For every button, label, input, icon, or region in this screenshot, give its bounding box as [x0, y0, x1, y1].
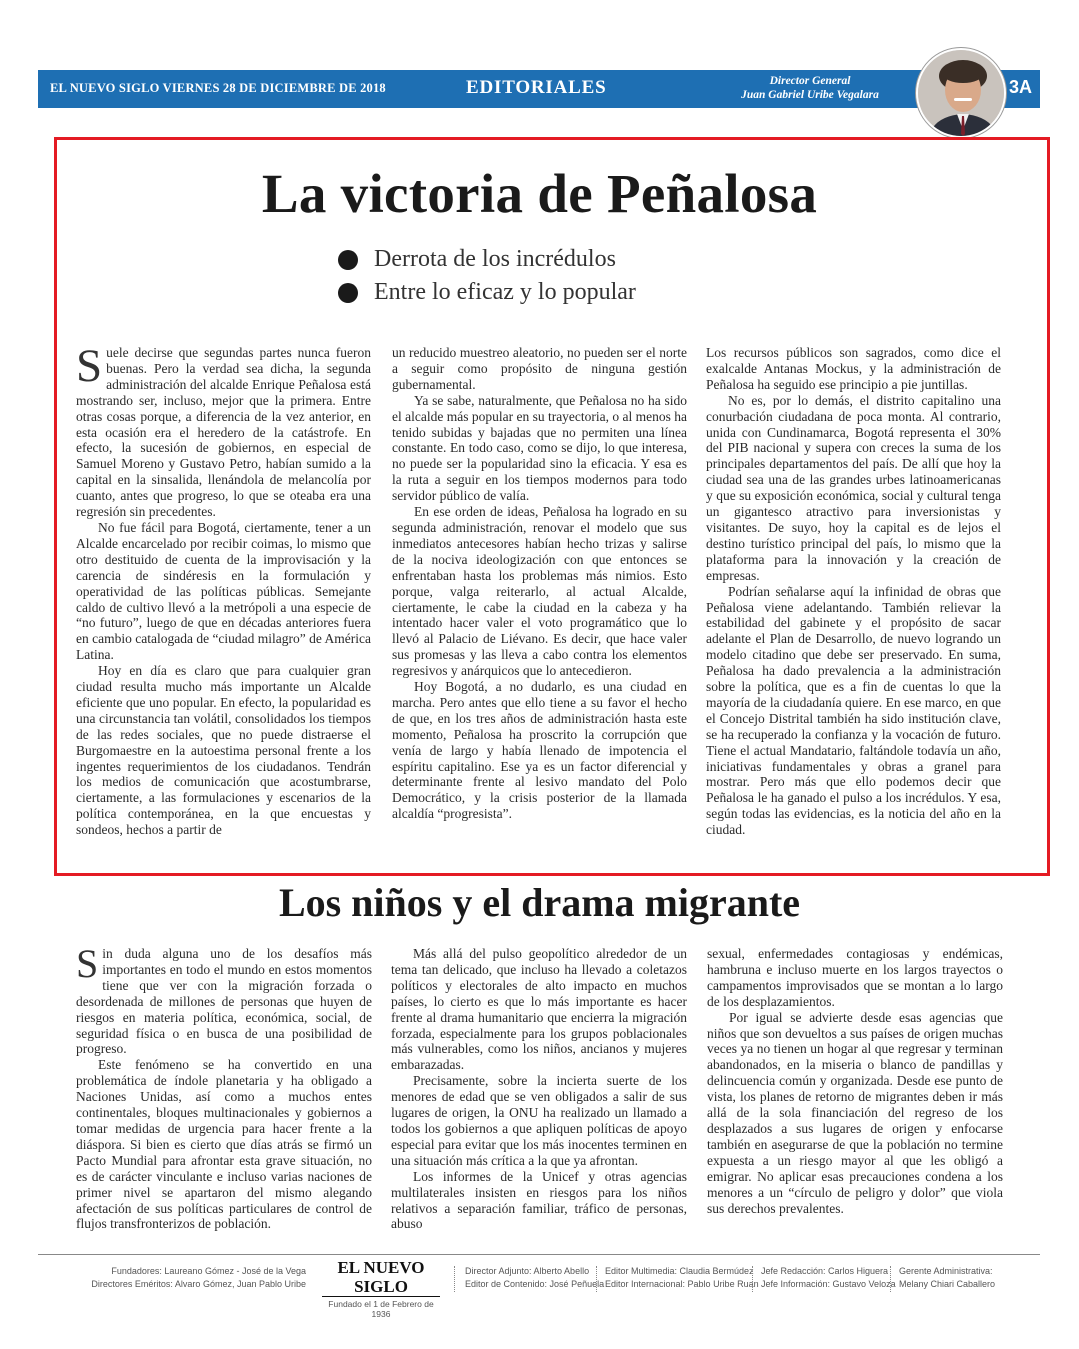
- editor-contenido: Editor de Contenido: José Peñuela: [465, 1279, 605, 1289]
- founders-line: Fundadores: Laureano Gómez - José de la Vega: [111, 1266, 306, 1276]
- paragraph: Hoy Bogotá, a no dudarlo, es una ciudad en marcha. Pero antes que ello tiene a su favor el hecho de que, en los tres años de administración hasta este momento, Peñalosa ha proscrito la corrupción que venía de largo y había llenado de impotencia el espíritu capitalino. Ese ya es un factor diferencial y determinante frente al lesivo mandato del Polo Democrático, y la crisis posterior de la llamada alcaldía “progresista”.: [392, 679, 687, 822]
- paragraph: sexual, enfermedades contagiosas y endémicas, hambruna e incluso muerte en los largos trayectos o campamentos improvisados que se montan a lo largo de los desplazamientos.: [707, 946, 1003, 1009]
- footer-editors-2: [605, 1265, 759, 1291]
- director-name: Juan Gabriel Uribe Vegalara: [741, 89, 879, 101]
- subhead-text: Entre lo eficaz y lo popular: [374, 279, 636, 305]
- paragraph: No es, por lo demás, el distrito capitalino una conurbación ciudadana de poca monta. Al contrario, unida con Cundinamarca, Bogotá representa el 30% del PIB nacional y supera con creces la suma de los principales departamentos del país. De allí que hoy la ciudad sea una de las grandes urbes latinoamericanas y que su exposición económica, social y cultural tenga un gigantesco atractivo para inversionistas y visitantes. De suyo, hoy la capital es de lejos el destino turístico principal del país, lo mismo que la plataforma para la innovación y la creación de empresas.: [706, 392, 1001, 583]
- portrait-illustration: [918, 50, 1006, 138]
- masthead-logo: [322, 1258, 440, 1319]
- gerente-name: Melany Chiari Caballero: [899, 1279, 996, 1289]
- bullet-icon: [338, 250, 358, 270]
- paragraph: Este fenómeno se ha convertido en una problemática de índole planetaria y ha obligado a Naciones Unidas, así como a muchos entes continentales, bloques multinacionales y gobiernos a tomar medidas de urgencia para hacer frente a la diáspora. Si bien es cierto que días atrás se firmó un Pacto Mundial para afrontar esta grave situación, no es de carácter vinculante e incluso varias naciones de primer nivel se apartaron del mismo alegando afectación de sus políticas particulares de control de flujos transfronterizos de población.: [76, 1057, 372, 1232]
- paragraph: un reducido muestreo aleatorio, no pueden ser el norte a seguir como propósito de ninguna gestión gubernamental.: [392, 345, 687, 392]
- footer-divider: [596, 1266, 597, 1292]
- paragraph: No fue fácil para Bogotá, ciertamente, tener a un Alcalde encarcelado por recibir coimas, lo mismo que otro destituido de cuenta de la improvisación y la carencia de sindéresis en la formulación y operatividad de las políticas públicas. Semejante caldo de cultivo llevó a la metrópoli a una especie de “no futuro”, luego de que en décadas anteriores fuera en cambio catalogada de “ciudad milagro” de América Latina.: [76, 519, 371, 663]
- drop-cap: S: [76, 941, 99, 986]
- page-header-bar: [38, 70, 1040, 108]
- article-column-3: [706, 345, 1001, 838]
- footer-manager: [899, 1265, 995, 1291]
- paragraph: Los recursos públicos son sagrados, como dice el exalcalde Antanas Mockus, y la administración de Peñalosa ha seguido ese principio a pie juntillas.: [706, 345, 1001, 392]
- subhead-item: [338, 243, 758, 276]
- paragraph: Podrían señalarse aquí la infinidad de obras que Peñalosa viene adelantando. También relievar la estabilidad del gabinete y el propósito de sacar adelante el Plan de Desarrollo, de nuevo logrando un modelo citadino que debe ser preservado. En suma, Peñalosa ha dado prevalencia a la administración sobre la política, que es a fin de cuentas lo que la mayoría de la ciudadanía quiere. En ese marco, en que el Concejo Distrital también ha sido institución clave, se ha recuperado la confianza y la vocación de futuro. Tiene el actual Mandatario, faltándole todavía un año, iniciativas fundamentales y obras a granel para mostrar. Pero más que ello podemos decir que Peñalosa le ha ganado el pulso a los incrédulos. Y esa, según todas las evidencias, es la noticia del año en la ciudad.: [706, 583, 1001, 838]
- paragraph: En ese orden de ideas, Peñalosa ha logrado en su segunda administración, renovar el modelo que sus inmediatos antecesores habían hecho trizas y salirse de la nociva ideologización con que entonces se enfrentaban hasta los problemas más nimios. Esto porque, valga reiterarlo, al actual Alcalde, ciertamente, le cabe la ciudad en la cabeza y ha intentado hacer valer el voto programático que lo llevó al Palacio de Liévano. Es decir, que hace valer sus promesas y las lleva a cabo contra los elementos regresivos y anárquicos que lo antecedieron.: [392, 504, 687, 679]
- paragraph: Hoy en día es claro que para cualquier gran ciudad resulta mucho más importante un Alcalde eficiente que uno popular. En efecto, la popularidad es una circunstancia tan volátil, consolidados los tiempos de las redes sociales, que no puede distraerse el Burgomaestre en la autoestima personal frente a los ingentes requerimientos de los ciudadanos. Tendrán los medios de comunicación que acostumbrarse, ciertamente, a las formulaciones y escenarios de la política contemporánea, en la que encuestas y sondeos, hechos a partir de: [76, 663, 371, 838]
- article2-column-1: [76, 941, 372, 1232]
- editor-multimedia: Editor Multimedia: Claudia Bermúdez: [605, 1266, 754, 1276]
- footer-editors-1: [465, 1265, 604, 1291]
- brand-name: EL NUEVO SIGLO: [322, 1258, 440, 1297]
- footer-rule: [38, 1254, 1040, 1255]
- subhead-item: [338, 276, 758, 309]
- jefe-informacion: Jefe Información: Gustavo Veloza: [761, 1279, 896, 1289]
- subhead-text: Derrota de los incrédulos: [374, 246, 616, 272]
- bullet-icon: [338, 283, 358, 303]
- director-title: Director General: [769, 75, 851, 87]
- article2-column-3: [707, 946, 1003, 1216]
- director-adjunto: Director Adjunto: Alberto Abello: [465, 1266, 590, 1276]
- editorial-title: La victoria de Peñalosa: [261, 163, 818, 224]
- article-column-2: [392, 345, 687, 822]
- article-column-1: [76, 340, 371, 838]
- footer-divider: [890, 1266, 891, 1292]
- gerente-title: Gerente Administrativa:: [899, 1266, 993, 1276]
- paragraph: Sin duda alguna uno de los desafíos más importantes en todo el mundo en estos momentos tiene que ver con la migración forzada o desordenada de millones de personas que huyen de riesgos en materia política, económica, social, de seguridad física o en busca de una posibilidad de progreso.: [76, 941, 372, 1057]
- editor-internacional: Editor Internacional: Pablo Uribe Ruan: [605, 1279, 759, 1289]
- page-number: 3A: [1008, 77, 1032, 97]
- paragraph: Más allá del pulso geopolítico alrededor de un tema tan delicado, que incluso ha llevado a coletazos políticos y electorales de alto impacto en muchos países, lo cierto es que lo más importante es hacer frente al drama humanitario que encierra la migración forzada, especialmente para los grupos poblacionales más vulnerables, como los niños, ancianos y mujeres embarazadas.: [391, 946, 687, 1073]
- footer-founders: [84, 1265, 306, 1291]
- editorial-title-2: Los niños y el drama migrante: [278, 880, 801, 925]
- editorial-subheads: [338, 243, 758, 309]
- footer-editors-3: [761, 1265, 896, 1291]
- paper-date: EL NUEVO SIGLO VIERNES 28 DE DICIEMBRE DE 2018: [50, 81, 386, 95]
- founded-line: Fundado el 1 de Febrero de 1936: [328, 1299, 434, 1319]
- jefe-redaccion: Jefe Redacción: Carlos Higuera: [761, 1266, 889, 1276]
- footer-divider: [752, 1266, 753, 1292]
- paragraph: Por igual se advierte desde esas agencias que niños que son devueltos a sus países de origen muchas veces ya no tienen un hogar al que regresar y terminan abandonados, en la miseria o blanco de pandillas y delincuencia común y organizada. Desde ese punto de vista, los planes de retorno de migrantes deben ir más allá de la sola financiación del regreso de los desplazados a sus lugares de origen y enfocarse también en asegurarse de que la población no termine expuesta a un riesgo mayor al que les obligó a emigrar. No aplicar esas precauciones condena a los menores a un “círculo de peligro y dolor” que viola sus derechos prevalentes.: [707, 1009, 1003, 1216]
- paragraph: Suele decirse que segundas partes nunca fueron buenas. Pero la verdad sea dicha, la segunda administración del alcalde Enrique Peñalosa está mostrando ser, incluso, mejor que la primera. Entre otras cosas porque, a diferencia de la vez anterior, en esta ocasión era el heredero de la catástrofe. En efecto, la sucesión de gobiernos, en especial de Samuel Moreno y Gustavo Petro, habían sumido a la capital en la sinsalida, llenándola de melancolía por cuanto, antes que progreso, lo que se oteaba era una regresión sin precedentes.: [76, 340, 371, 520]
- paragraph: Los informes de la Unicef y otras agencias multilaterales insisten en riesgos para los niños relativos a separación familiar, tráfico de personas, abuso: [391, 1168, 687, 1232]
- footer-divider: [454, 1266, 455, 1292]
- drop-cap: S: [76, 340, 103, 392]
- emeritus-line: Directores Eméritos: Alvaro Gómez, Juan Pablo Uribe: [91, 1279, 306, 1289]
- paragraph: Precisamente, sobre la incierta suerte de los menores de edad que se ven obligados a salir de sus lugares de origen, la ONU ha realizado un llamado a todos los gobiernos a que apliquen políticas de apoyo especial para evitar que los más inocentes terminen en una situación más crítica a la que ya afrontan.: [391, 1073, 687, 1168]
- director-credit: [690, 74, 930, 102]
- article2-column-2: [391, 946, 687, 1232]
- director-avatar: [916, 48, 1006, 138]
- paragraph: Ya se sabe, naturalmente, que Peñalosa no ha sido el alcalde más popular en su trayectoria, o al menos ha tenido subidas y bajadas que no permiten una línea constante. En todo caso, como se dijo, lo que interesa, no puede ser la popularidad sino la eficacia. Y esa es la ruta a seguir en los tiempos modernos para todo servidor público de valía.: [392, 392, 688, 504]
- section-title: EDITORIALES: [466, 77, 607, 98]
